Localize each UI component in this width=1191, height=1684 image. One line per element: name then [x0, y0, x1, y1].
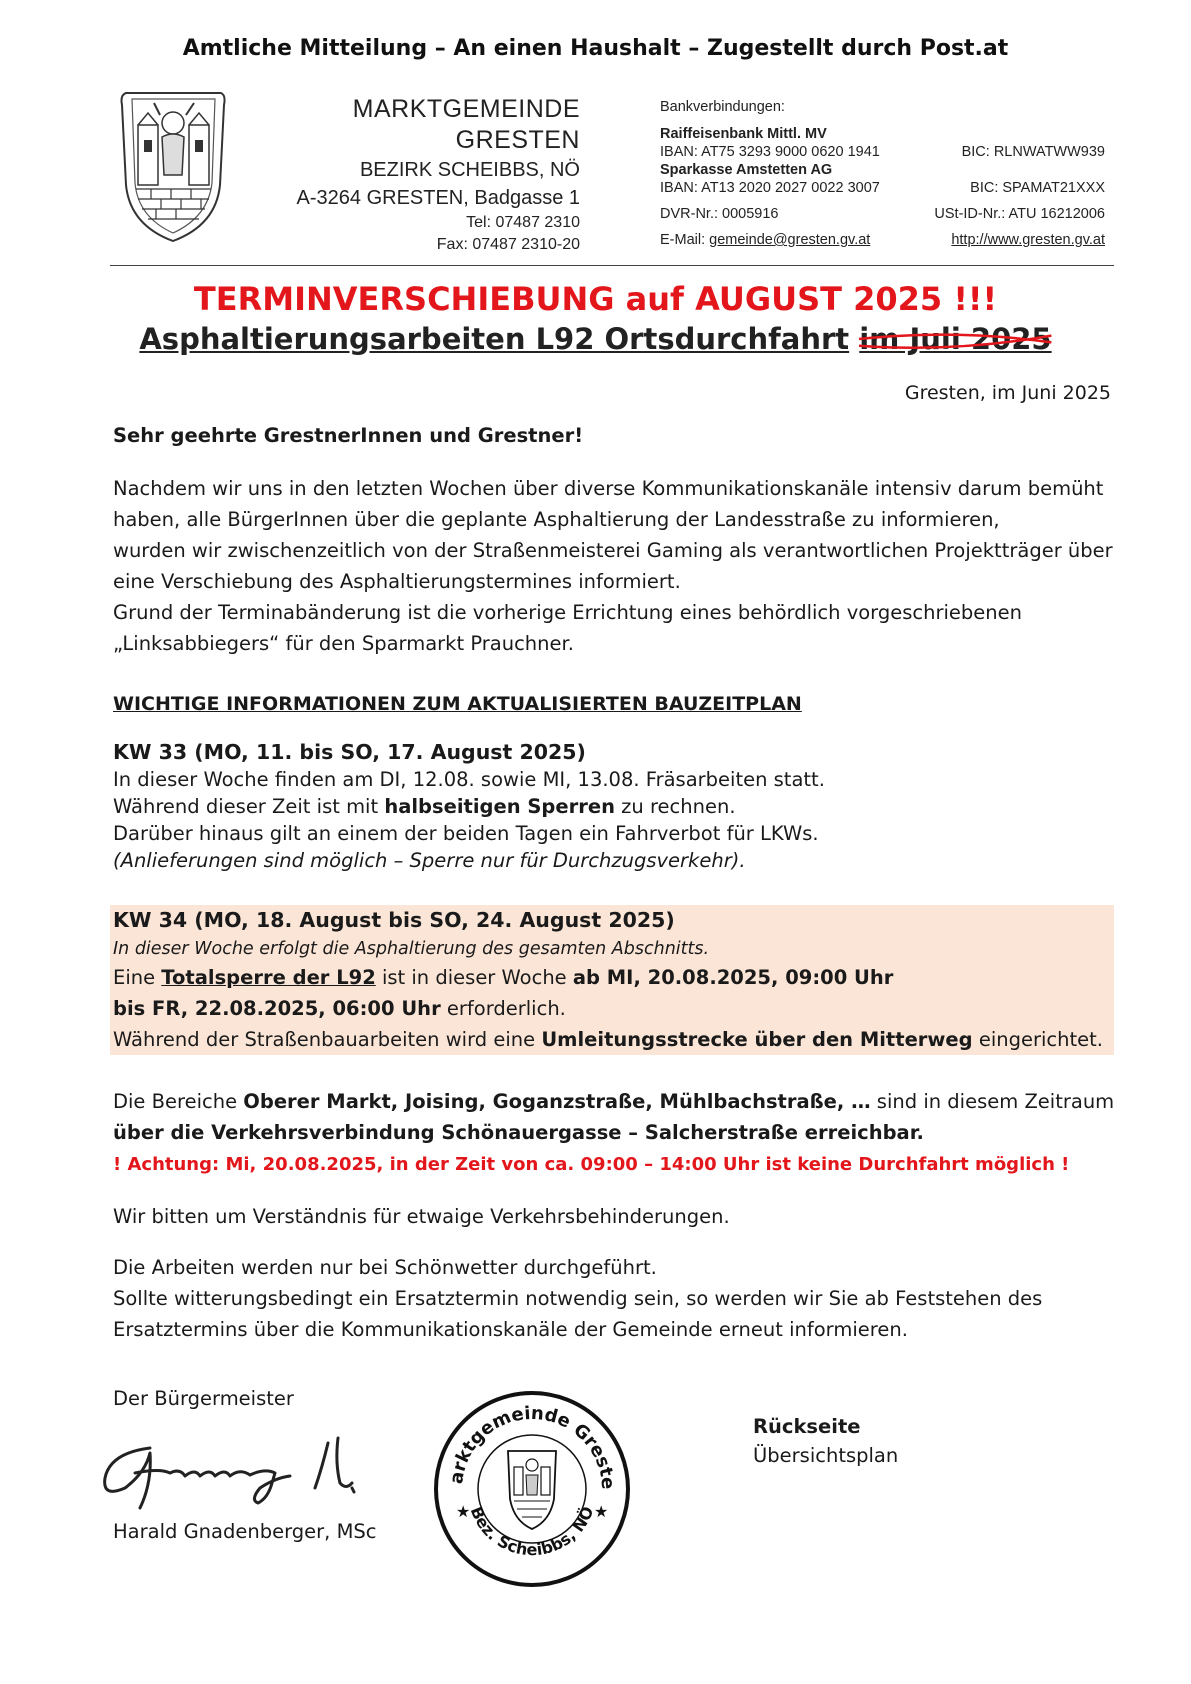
address-fax: Fax: 07487 2310-20: [436, 236, 580, 253]
ust-id: USt-ID-Nr.: ATU 16212006: [934, 206, 1105, 222]
seal-text-bottom: Bez. Scheibbs, NÖ: [466, 1503, 598, 1560]
kw33-line3: Darüber hinaus gilt an einem der beiden Tagen ein Fahrverbot für LKWs.: [113, 822, 819, 845]
back-text: Übersichtsplan: [753, 1444, 899, 1467]
intro-line: eine Verschiebung des Asphaltierungstermines informiert.: [113, 570, 681, 593]
text-span-bold: bis FR, 22.08.2025, 06:00 Uhr: [113, 997, 441, 1020]
seal-text-top: arktgemeinde Greste: [446, 1402, 619, 1491]
svg-text:★: ★: [594, 1502, 609, 1521]
bank1-bic: BIC: RLNWATWW939: [961, 144, 1105, 160]
text-span: zu rechnen.: [614, 795, 736, 818]
bank2-bic: BIC: SPAMAT21XXX: [970, 180, 1105, 196]
weather-line: Ersatztermins über die Kommunikationskanäle der Gemeinde erneut informieren.: [113, 1318, 908, 1341]
svg-text:★: ★: [456, 1502, 471, 1521]
official-stamp-icon: [432, 1389, 632, 1589]
headline: TERMINVERSCHIEBUNG auf AUGUST 2025 !!!: [193, 280, 998, 318]
kw34-block: [113, 905, 1123, 1055]
address-line-2: GRESTEN: [455, 126, 580, 154]
section-title: WICHTIGE INFORMATIONEN ZUM AKTUALISIERTEN BAUZEITPLAN: [113, 693, 802, 715]
subtitle: [0, 322, 1191, 356]
mayor-role: Der Bürgermeister: [113, 1387, 294, 1410]
kw34-line2: [113, 962, 1123, 993]
kw33-line1: In dieser Woche finden am DI, 12.08. sowie MI, 13.08. Fräsarbeiten statt.: [113, 768, 825, 791]
subtitle-struck-text: im Juli 2025: [859, 322, 1052, 356]
coat-of-arms-icon: [116, 85, 231, 245]
bank1-iban: IBAN: AT75 3293 9000 0620 1941: [660, 144, 880, 160]
kw33-line2: [113, 793, 1123, 820]
intro-line: „Linksabbiegers“ für den Sparmarkt Prauchner.: [113, 632, 574, 655]
subtitle-struck: [859, 322, 1051, 356]
text-span: ist in dieser Woche: [375, 966, 573, 989]
weather-line: Sollte witterungsbedingt ein Ersatztermin notwendig sein, so werden wir Sie ab Feststehen des: [113, 1287, 1043, 1310]
text-span-bold: Totalsperre der L92: [161, 966, 376, 989]
areas-paragraph: [113, 1086, 1123, 1148]
intro-paragraph: [113, 473, 1123, 659]
text-span: eingerichtet.: [972, 1028, 1103, 1051]
municipality-address: [250, 94, 580, 256]
official-notice-line: Amtliche Mitteilung – An einen Haushalt – Zugestellt durch Post.at: [182, 36, 1009, 61]
text-span: erforderlich.: [440, 997, 566, 1020]
bank1-name: Raiffeisenbank Mittl. MV: [660, 126, 827, 142]
email-label: E-Mail:: [660, 232, 710, 248]
back-label: Rückseite: [753, 1415, 861, 1438]
intro-line: Nachdem wir uns in den letzten Wochen über diverse Kommunikationskanäle intensiv darum bemüht: [113, 477, 1104, 500]
areas-line2: über die Verkehrsverbindung Schönauergasse – Salcherstraße erreichbar.: [113, 1121, 924, 1144]
strikethrough-mark-icon: [859, 322, 1051, 356]
weather-line: Die Arbeiten werden nur bei Schönwetter durchgeführt.: [113, 1256, 657, 1279]
kw33-block: [113, 739, 1123, 874]
text-span-bold: Oberer Markt, Joising, Goganzstraße, Mühlbachstraße, …: [243, 1090, 871, 1113]
bank2-iban: IBAN: AT13 2020 2027 0022 3007: [660, 180, 880, 196]
weather-paragraph: [113, 1252, 1123, 1345]
warning-notice: ! Achtung: Mi, 20.08.2025, in der Zeit von ca. 09:00 – 14:00 Uhr ist keine Durchfahrt möglich !: [113, 1154, 1070, 1175]
apology-line: Wir bitten um Verständnis für etwaige Verkehrsbehinderungen.: [113, 1205, 730, 1228]
bank2-name: Sparkasse Amstetten AG: [660, 162, 833, 178]
address-line-4: A-3264 GRESTEN, Badgasse 1: [296, 187, 580, 209]
address-line-3: BEZIRK SCHEIBBS, NÖ: [359, 159, 580, 181]
dvr-number: DVR-Nr.: 0005916: [660, 206, 779, 222]
intro-line: Grund der Terminabänderung ist die vorherige Errichtung eines behördlich vorgeschriebenen: [113, 601, 1022, 624]
kw33-line4: (Anlieferungen sind möglich – Sperre nur für Durchzugsverkehr).: [113, 849, 746, 872]
kw34-line3: [113, 993, 1123, 1024]
text-span: Eine: [113, 966, 162, 989]
bank-details: [660, 98, 1105, 249]
text-span-bold: Umleitungsstrecke über den Mitterweg: [541, 1028, 973, 1051]
text-span: sind in diesem Zeitraum: [870, 1090, 1115, 1113]
letter-date: Gresten, im Juni 2025: [904, 382, 1111, 404]
header-divider: [110, 265, 1114, 266]
intro-line: haben, alle BürgerInnen über die geplante Asphaltierung der Landesstraße zu informieren,: [113, 508, 1000, 531]
address-phone: Tel: 07487 2310: [466, 214, 580, 231]
website-link[interactable]: http://www.gresten.gv.at: [951, 232, 1105, 248]
bank-title: Bankverbindungen:: [660, 99, 785, 115]
text-span: Während der Straßenbauarbeiten wird eine: [113, 1028, 542, 1051]
text-span: Die Bereiche: [113, 1090, 244, 1113]
email-link[interactable]: gemeinde@gresten.gv.at: [709, 232, 871, 248]
text-span: Während dieser Zeit ist mit: [113, 795, 385, 818]
areas-line1: [113, 1086, 1123, 1117]
handwritten-signature-icon: [90, 1428, 380, 1518]
kw34-line4: [113, 1024, 1123, 1055]
text-span-bold: ab MI, 20.08.2025, 09:00 Uhr: [572, 966, 894, 989]
kw33-heading: KW 33 (MO, 11. bis SO, 17. August 2025): [113, 740, 586, 764]
text-span-bold: halbseitigen Sperren: [384, 795, 615, 818]
kw34-line1: In dieser Woche erfolgt die Asphaltierung des gesamten Abschnitts.: [113, 939, 710, 959]
salutation: Sehr geehrte GrestnerInnen und Grestner!: [113, 424, 584, 447]
back-page-note: [753, 1412, 898, 1470]
mayor-name: Harald Gnadenberger, MSc: [113, 1520, 377, 1543]
address-line-1: MARKTGEMEINDE: [352, 95, 580, 123]
subtitle-main: Asphaltierungsarbeiten L92 Ortsdurchfahrt: [139, 322, 850, 356]
kw34-heading: KW 34 (MO, 18. August bis SO, 24. August 2025): [113, 908, 675, 932]
intro-line: wurden wir zwischenzeitlich von der Straßenmeisterei Gaming als verantwortlichen Projektträger über: [113, 539, 1113, 562]
